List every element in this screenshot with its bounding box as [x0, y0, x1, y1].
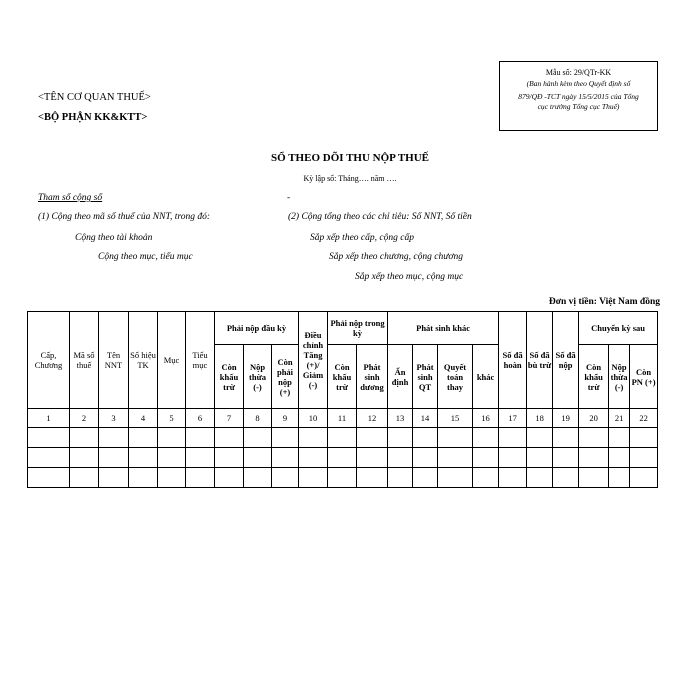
column-number: 9 [272, 409, 299, 428]
param-left-1: (1) Cộng theo mã số thuế của NNT, trong đó: [38, 212, 211, 222]
col-quyet-toan-thay: Quyết toán thay [438, 345, 473, 409]
col-phat-sinh-qt: Phát sinh QT [413, 345, 438, 409]
col-con-pn-sau: Còn PN (+) [630, 345, 658, 409]
params-dash: - [287, 193, 291, 203]
column-number: 13 [388, 409, 413, 428]
column-number: 12 [357, 409, 388, 428]
param-right-1: (2) Cộng tổng theo các chỉ tiêu: Số NNT, Số tiền [288, 212, 472, 222]
column-number: 11 [328, 409, 357, 428]
column-number: 15 [438, 409, 473, 428]
col-mst: Mã số thuế [70, 312, 99, 409]
column-number: 22 [630, 409, 658, 428]
column-number: 16 [473, 409, 499, 428]
group-phat-sinh-khac: Phát sinh khác [388, 312, 499, 345]
column-number: 18 [527, 409, 553, 428]
form-info-box [499, 61, 658, 131]
param-left-2: Cộng theo tài khoản [75, 233, 153, 243]
column-number: 7 [215, 409, 244, 428]
params-label: Tham số cộng sổ [38, 193, 103, 203]
group-phai-nop-dau-ky: Phải nộp đầu kỳ [215, 312, 299, 345]
col-tieu-muc: Tiểu mục [186, 312, 215, 409]
column-number: 21 [609, 409, 630, 428]
col-con-khau-tru-trong: Còn khấu trừ [328, 345, 357, 409]
page-title: SỔ THEO DÕI THU NỘP THUẾ [270, 152, 430, 164]
col-con-khau-tru-sau: Còn khấu trừ [579, 345, 609, 409]
col-an-dinh: Ấn định [388, 345, 413, 409]
col-phat-sinh-duong: Phát sinh dương [357, 345, 388, 409]
param-left-3: Cộng theo mục, tiểu mục [98, 252, 193, 262]
column-number: 8 [244, 409, 272, 428]
col-cap-chuong: Cấp, Chương [28, 312, 70, 409]
form-code: Mẫu số: 29/QTr-KK [545, 68, 612, 77]
form-note-2: 879/QĐ -TCT ngày 15/5/2015 của Tổng [518, 92, 639, 101]
currency-unit: Đơn vị tiền: Việt Nam đồng [548, 297, 660, 307]
period-text: Kỳ lập sổ: Tháng…. năm …. [303, 174, 397, 183]
agency-name: <TÊN CƠ QUAN THUẾ> [38, 92, 151, 103]
col-ten-nnt: Tên NNT [99, 312, 129, 409]
column-number-row [28, 409, 658, 428]
column-number: 4 [129, 409, 158, 428]
col-nop-thua-sau: Nộp thừa (-) [609, 345, 630, 409]
column-number: 2 [70, 409, 99, 428]
col-so-da-hoan: Số đã hoàn [499, 312, 527, 409]
col-con-phai-nop-dau: Còn phải nộp (+) [272, 345, 299, 409]
param-right-2: Sắp xếp theo cấp, cộng cấp [310, 233, 414, 243]
col-khac: khác [473, 345, 499, 409]
form-note-1: (Ban hành kèm theo Quyết định số [526, 79, 631, 88]
param-right-3: Sắp xếp theo chương, cộng chương [329, 252, 463, 262]
col-dieu-chinh: Điều chỉnh Tăng (+)/ Giảm (-) [299, 312, 328, 409]
column-number: 20 [579, 409, 609, 428]
col-so-da-bu-tru: Số đã bù trừ [527, 312, 553, 409]
column-number: 6 [186, 409, 215, 428]
col-muc: Mục [158, 312, 186, 409]
param-right-4: Sắp xếp theo mục, cộng mục [355, 272, 464, 282]
table-row [28, 468, 658, 488]
column-number: 5 [158, 409, 186, 428]
form-note-3: cục trưởng Tổng cục Thuế) [537, 102, 620, 111]
table-row [28, 448, 658, 468]
col-so-da-nop: Số đã nộp [553, 312, 579, 409]
department-name: <BỘ PHẬN KK&KTT> [38, 112, 148, 123]
column-number: 3 [99, 409, 129, 428]
col-nop-thua-dau: Nộp thừa (-) [244, 345, 272, 409]
column-number: 14 [413, 409, 438, 428]
column-number: 19 [553, 409, 579, 428]
ledger-table [27, 311, 658, 488]
col-so-hieu-tk: Số hiệu TK [129, 312, 158, 409]
group-phai-nop-trong-ky: Phải nộp trong kỳ [328, 312, 388, 345]
column-number: 10 [299, 409, 328, 428]
column-number: 17 [499, 409, 527, 428]
column-number: 1 [28, 409, 70, 428]
col-con-khau-tru-dau: Còn khấu trừ [215, 345, 244, 409]
table-row [28, 428, 658, 448]
group-chuyen-ky-sau: Chuyển kỳ sau [579, 312, 658, 345]
